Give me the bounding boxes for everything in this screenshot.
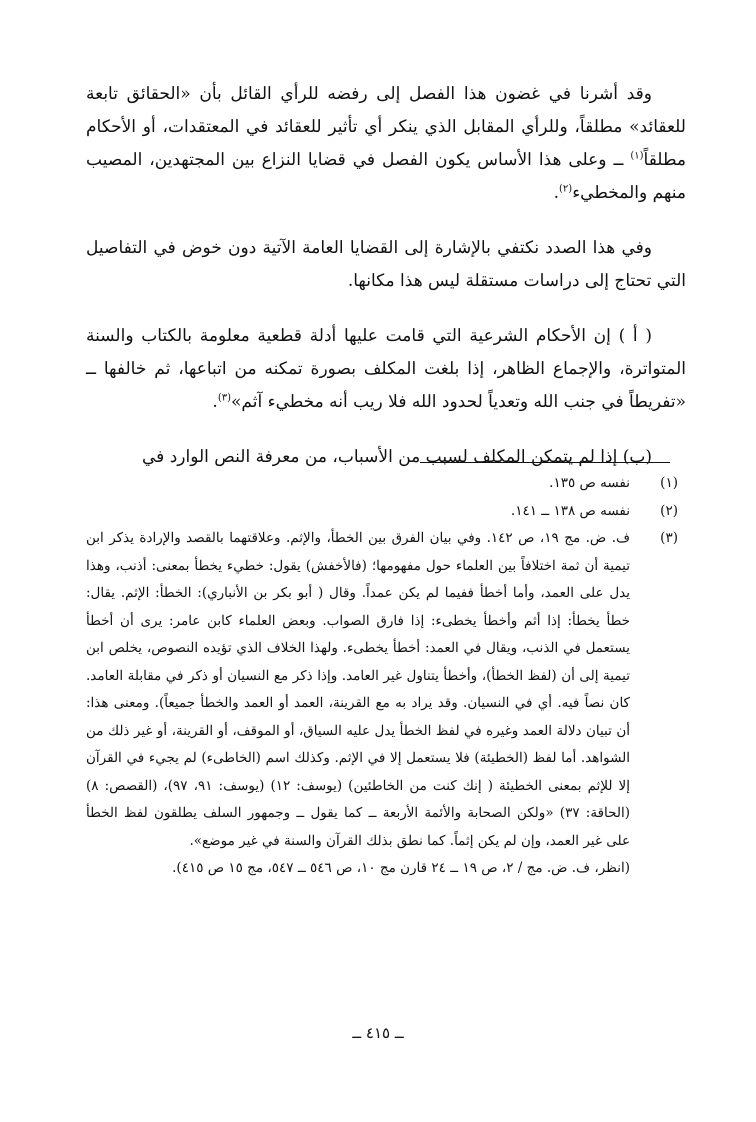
footnote-ref: (٢) <box>559 183 573 195</box>
footnote-text: نفسه ص ١٣٨ ــ ١٤١. <box>510 502 630 519</box>
paragraph-text: (ب) إذا لم يتمكن المكلف لسبب من الأسباب، من معرفة النص الوارد في <box>142 447 652 467</box>
paragraph-1 <box>86 78 686 210</box>
footnote-ref: (١) <box>630 150 644 162</box>
footnote-text: (انظر، ف. ض. مج / ٢، ص ١٩ ــ ٢٤ قارن مج ١٠، ص ٥٤٦ ــ ٥٤٧، مج ١٥ ص ٤١٥). <box>172 860 630 876</box>
footnote-number: (١) <box>660 475 678 491</box>
paragraph-2 <box>86 232 686 298</box>
footnotes <box>86 470 686 883</box>
footnote-1 <box>86 470 686 498</box>
footnote-3-continuation <box>86 855 686 883</box>
paragraph-text: . <box>212 392 218 412</box>
footnote-3 <box>86 525 686 855</box>
paragraph-3 <box>86 320 686 419</box>
paragraph-text: ( أ ) إن الأحكام الشرعية التي قامت عليها أدلة قطعية معلومة بالكتاب والسنة المتواترة، والإجماع الظاهر، إذا بلغت المكلف بصورة تمكنه من اتباعها، ثم خالفها ــ «تفريطاً في جنب الله وتعدياً لحدود الله فلا ريب أنه مخطيء آثم» <box>86 326 686 412</box>
footnote-number: (٢) <box>660 502 678 519</box>
footnote-separator <box>420 462 670 463</box>
paragraph-text: ــ وعلى هذا الأساس يكون الفصل في قضايا النزاع بين المجتهدين، المصيب منهم والمخطيء <box>86 150 686 203</box>
page-number: ــ ٤١٥ ــ <box>352 1024 404 1042</box>
footnote-2 <box>86 498 686 526</box>
footnote-text: نفسه ص ١٣٥. <box>549 475 630 491</box>
footnote-text: ف. ض. مج ١٩، ص ١٤٢. وفي بيان الفرق بين الخطأ، والإثم. وعلاقتهما بالقصد والإرادة يذكر ابن تيمية أن ثمة اختلافاً بين العلماء حول مفهومها؛ (فالأخفش) يقول: خطيء يخطأ بمعنى: أذنب، وهذا يدل على العمد، وأما أخطأ ففيما لم يكن عمداً. وقال ( أبو بكر بن الأنباري): الخطأ: الإثم. يقال: خطأ يخطأ: إذا أثم وأخطأ يخطىء: إذا فارق الصواب. وبعض العلماء كابن عامر: يرى أن أخطأ يستعمل في الذنب، ويقال في العمد: أخطأ يخطىء. ولهذا الخلاف الذي تؤيده النصوص، يخلص ابن تيمية إلى أن (لفظ الخطأ)، وأخطأ يتناول غير العامد. وإذا ذكر مع النسيان أو ذكر في مقابلة العامد. كان نصاً فيه. أي في النسيان. وقد يراد به مع القرينة، العمد أو العمد والخطأ جميعاً). ومعنى هذا: أن تبيان دلالة العمد وغيره في لفظ الخطأ يدل عليه السياق، أو الموقف، أو القرينة، أو غير ذلك من الشواهد. أما لفظ (الخطيئة) فلا يستعمل إلا في الإثم. وكذلك اسم (الخاطىء) لم يجيء في القرآن إلا للإثم بمعنى الخطيئة ( إنك كنت من الخاطئين) (يوسف: ١٢) (يوسف: ٩١، ٩٧)، (القصص: ٨) (الحاقة: ٣٧) «ولكن الصحابة والأئمة الأربعة ــ كما يقول ــ وجمهور السلف يطلقون لفظ الخطأ على غير العمد، وإن لم يكن إثماً. كما نطق بذلك القرآن والسنة في غير موضع». <box>86 530 630 849</box>
paragraph-text: وفي هذا الصدد نكتفي بالإشارة إلى القضايا العامة الآتية دون خوض في التفاصيل التي تحتاج إلى دراسات مستقلة ليس هذا مكانها. <box>86 238 686 291</box>
footnote-number: (٣) <box>660 530 678 546</box>
paragraph-text: . <box>553 183 559 203</box>
paragraph-text: وقد أشرنا في غضون هذا الفصل إلى رفضه للرأي القائل بأن «الحقائق تابعة للعقائد» مطلقاً، وللرأي المقابل الذي ينكر أي تأثير للعقائد في المعتقدات، أو الأحكام مطلقاً <box>86 84 686 170</box>
footnote-ref: (٣) <box>217 392 231 404</box>
main-text <box>86 78 686 496</box>
